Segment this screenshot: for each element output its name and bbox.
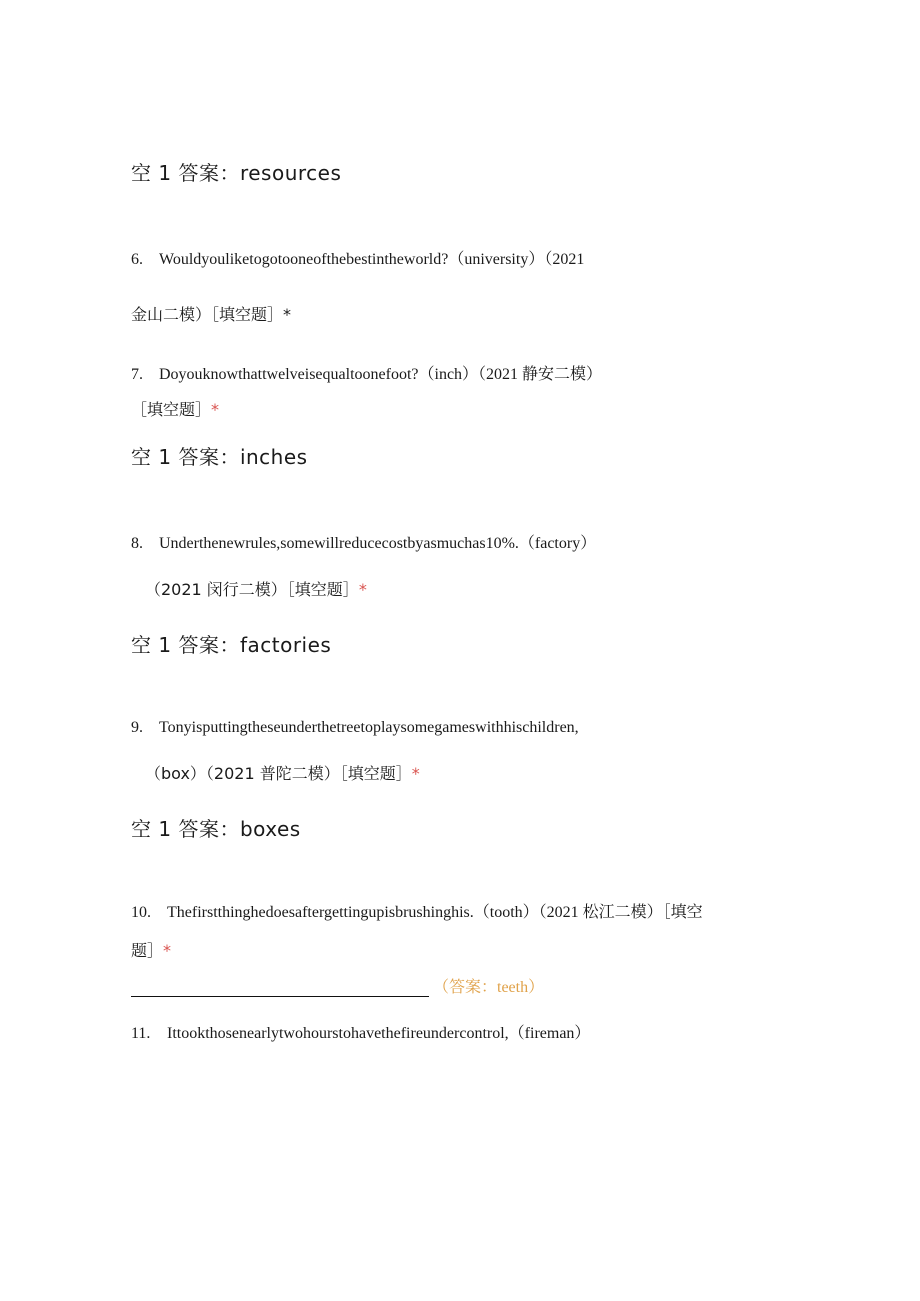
- question-8-meta: [145, 577, 367, 600]
- answer-value: resources: [239, 161, 342, 185]
- answer-label: 空 1 答案：: [131, 817, 240, 841]
- answer-label: 空 1 答案：: [131, 445, 240, 469]
- question-text: Doyouknowthattwelveisequaltoonefoot?（inch）（2021 静安二模）: [159, 366, 603, 383]
- answer-blank-line: [131, 974, 544, 997]
- question-text: Wouldyouliketogotooneofthebestintheworld?（university）（2021: [159, 251, 585, 268]
- question-meta: 金山二模）［填空题］*: [131, 305, 292, 324]
- question-text: Underthenewrules,somewillreducecostbyasmuchas10%.（factory）: [159, 535, 597, 552]
- answer-blank[interactable]: [131, 978, 429, 997]
- required-star: *: [163, 941, 172, 960]
- required-star: *: [211, 400, 220, 419]
- question-7: [131, 361, 602, 384]
- required-star: *: [411, 764, 420, 783]
- question-text: Ittookthosenearlytwohourstohavethefireundercontrol,（fireman）: [167, 1025, 591, 1042]
- answer-value: boxes: [239, 817, 301, 841]
- question-number: 6.: [131, 251, 143, 268]
- question-number: 10.: [131, 904, 151, 921]
- question-9-meta: [145, 761, 420, 784]
- required-star: *: [358, 580, 367, 599]
- answer-value: inches: [239, 445, 308, 469]
- question-meta: （box）（2021 普陀二模）［填空题］: [145, 764, 412, 783]
- question-text: Thefirstthinghedoesaftergettingupisbrushinghis.（tooth）（2021 松江二模）［填空: [167, 904, 703, 921]
- answer-value: factories: [239, 633, 332, 657]
- question-meta: 题］: [131, 941, 164, 960]
- answer-label: 空 1 答案：: [131, 633, 240, 657]
- question-meta: （2021 闵行二模）［填空题］: [145, 580, 359, 599]
- answer-line: [131, 629, 331, 658]
- question-meta: ［填空题］: [131, 400, 212, 419]
- question-6-meta: [131, 302, 291, 325]
- question-number: 9.: [131, 719, 143, 736]
- question-8: [131, 530, 596, 553]
- question-9: [131, 719, 579, 737]
- answer-hint: （答案：teeth）: [433, 979, 545, 996]
- question-11: [131, 1020, 590, 1043]
- question-number: 8.: [131, 535, 143, 552]
- answer-label: 空 1 答案：: [131, 161, 240, 185]
- question-10: [131, 899, 703, 922]
- question-text: Tonyisputtingtheseunderthetreetoplaysomegameswithhischildren,: [159, 719, 579, 736]
- question-number: 7.: [131, 366, 143, 383]
- question-10-meta: [131, 938, 171, 961]
- question-number: 11.: [131, 1025, 151, 1042]
- question-7-meta: [131, 397, 219, 420]
- answer-line: [131, 157, 341, 186]
- question-6: [131, 246, 584, 269]
- answer-line: [131, 813, 301, 842]
- answer-line: [131, 441, 308, 470]
